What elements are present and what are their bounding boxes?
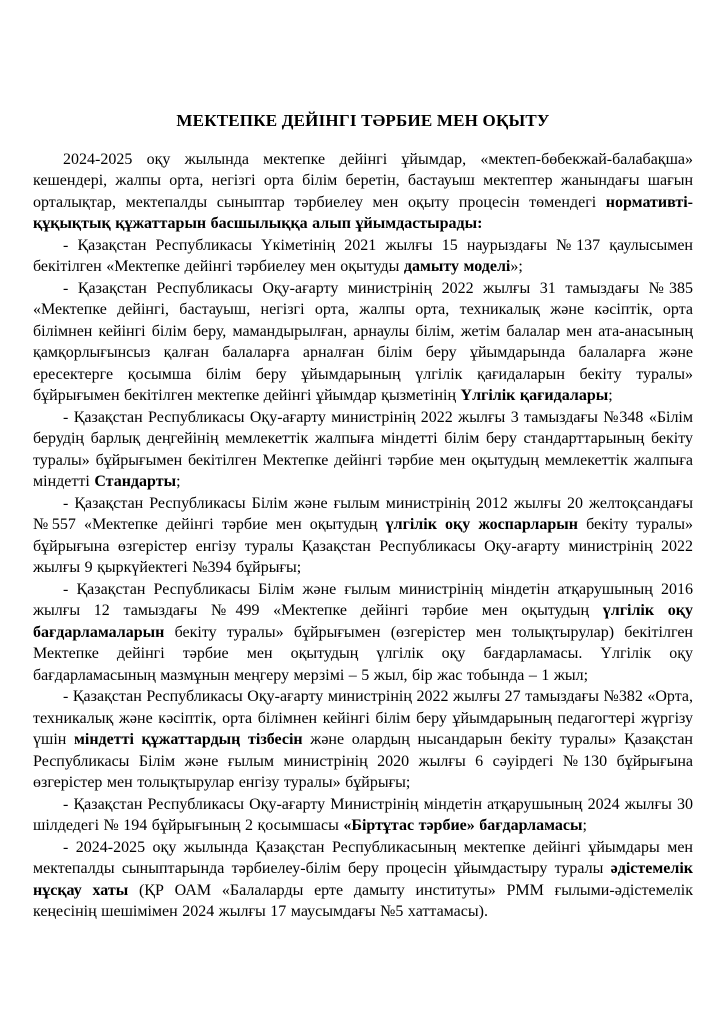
text-run: - Қазақстан Республикасы Оқу-ағарту министрінің 2022 жылғы 31 тамыздағы №385 «Мектепке дейінгі, бастауыш, негізгі орта, жалпы орта, техникалық және кәсіптік, орта білімнен кейінгі білім беру, мамандырылған, арнаулы білім, жетім балалар мен ата-анасының қамқорлығынсыз қалған балаларға арналған білім беру ұйымдарында балаларға және ересектерге қосымша білім беру ұйымдарының үлгілік қағидаларын бекіту туралы» бұйрығымен бекітілген мектепке дейінгі ұйымдар қызметінің: [33, 279, 693, 404]
bold-text-run: «Біртұтас тәрбие» бағдарламасы: [343, 817, 583, 834]
bold-text-run: нормативті-құқықтық құжаттарын басшылыққа алып ұйымдастырады:: [33, 193, 693, 232]
text-run: - Қазақстан Республикасы Оқу-ағарту Министрінің міндетін атқарушының 2024 жылғы 30 шілдедегі № 194 бұйрығының 2 қосымшасы: [33, 795, 693, 834]
bold-text-run: үлгілік оқу жоспарларын: [385, 516, 578, 533]
bold-text-run: үлгілік оқу бағдарламаларын: [33, 602, 694, 641]
paragraph: [33, 278, 693, 407]
paragraph: [33, 686, 693, 794]
text-run: - Қазақстан Республикасы Үкіметінің 2021 жылғы 15 наурыздағы №137 қаулысымен бекітілген «Мектепке дейінгі тәрбиелеу мен оқытуды: [33, 236, 693, 275]
document-body: [33, 149, 693, 923]
text-run: - Қазақстан Республикасы Оқу-ағарту министрінің 2022 жылғы 3 тамыздағы №348 «Білім берудің барлық деңгейінің мемлекеттік жалпыға міндетті білім беру стандарттарының бекіту туралы» бұйрығымен бекітілген Мектепке дейінгі тәрбие мен оқытудың мемлекеттік жалпыға міндетті: [33, 408, 693, 490]
bold-text-run: әдістемелік нұсқау хаты: [33, 860, 693, 899]
paragraph: [33, 235, 693, 278]
bold-text-run: міндетті құжаттардың тізбесін: [73, 731, 303, 748]
bold-text-run: Стандарты: [94, 473, 177, 490]
text-run: - Қазақстан Республикасы Білім және ғылым министрінің 2012 жылғы 20 желтоқсандағы №557 «Мектепке дейінгі тәрбие мен оқытудың: [33, 494, 693, 533]
document-title: МЕКТЕПКЕ ДЕЙІНГІ ТӘРБИЕ МЕН ОҚЫТУ: [176, 111, 550, 130]
bold-text-run: дамыту моделі: [403, 258, 511, 275]
text-run: - Қазақстан Республикасы Білім және ғылым министрінің міндетін атқарушының 2016 жылғы 12 тамыздағы №499 «Мектепке дейінгі тәрбие мен оқытудың: [33, 580, 693, 619]
text-run: ;: [608, 387, 613, 404]
text-run: (ҚР ОАМ «Балаларды ерте дамыту институты» РММ ғылыми-әдістемелік кеңесінің шешімімен 2024 жылғы 17 маусымдағы №5 хаттамасы).: [33, 881, 694, 920]
text-run: және олардың нысандарын бекіту туралы» Қазақстан Республикасы Білім және ғылым министрінің 2020 жылғы 6 сәуірдегі №130 бұйрығына өзгерістер мен толықтырулар енгізу туралы» бұйрығы;: [33, 731, 693, 791]
paragraph: [33, 149, 693, 235]
text-run: бекіту туралы» бұйрығына өзгерістер енгізу туралы Қазақстан Республикасы Оқу-ағарту министрінің 2022 жылғы 9 қыркүйектегі №394 бұйрығы;: [33, 516, 693, 576]
paragraph: [33, 794, 693, 837]
text-run: »;: [510, 258, 523, 275]
text-run: 2024-2025 оқу жылында мектепке дейінгі ұйымдар, «мектеп-бөбекжай-балабақша» кешендері, жалпы орта, негізгі орта білім беретін, бастауыш мектептер жанындағы шағын орталықтар, мектепалды сыныптар тәрбиелеу мен оқыту процесін төмендегі: [33, 150, 693, 211]
text-run: бекіту туралы» бұйрығымен (өзгерістер мен толықтырулар) бекітілген Мектепке дейінгі тәрбие мен оқытудың үлгілік оқу бағдарламасы. Үлгілік оқу бағдарламасының мазмұнын меңгеру мерзімі – 5 жыл, бір жас тобында – 1 жыл;: [33, 623, 693, 684]
paragraph: [33, 579, 693, 687]
text-run: - Қазақстан Республикасы Оқу-ағарту министрінің 2022 жылғы 27 тамыздағы №382 «Орта, техникалық және кәсіптік, орта білімнен кейінгі білім беру ұйымдарының педагогтері жүргізу үшін: [33, 688, 693, 748]
text-run: ;: [582, 817, 587, 834]
text-run: - 2024-2025 оқу жылында Қазақстан Республикасының мектепке дейінгі ұйымдары мен мектепалды сыныптарында тәрбиелеу-білім беру процесін ұйымдастыру туралы: [33, 838, 693, 877]
paragraph: [33, 493, 693, 579]
bold-text-run: Үлгілік қағидалары: [460, 387, 609, 404]
text-run: ;: [176, 473, 181, 490]
paragraph: [33, 837, 693, 923]
paragraph: [33, 407, 693, 493]
